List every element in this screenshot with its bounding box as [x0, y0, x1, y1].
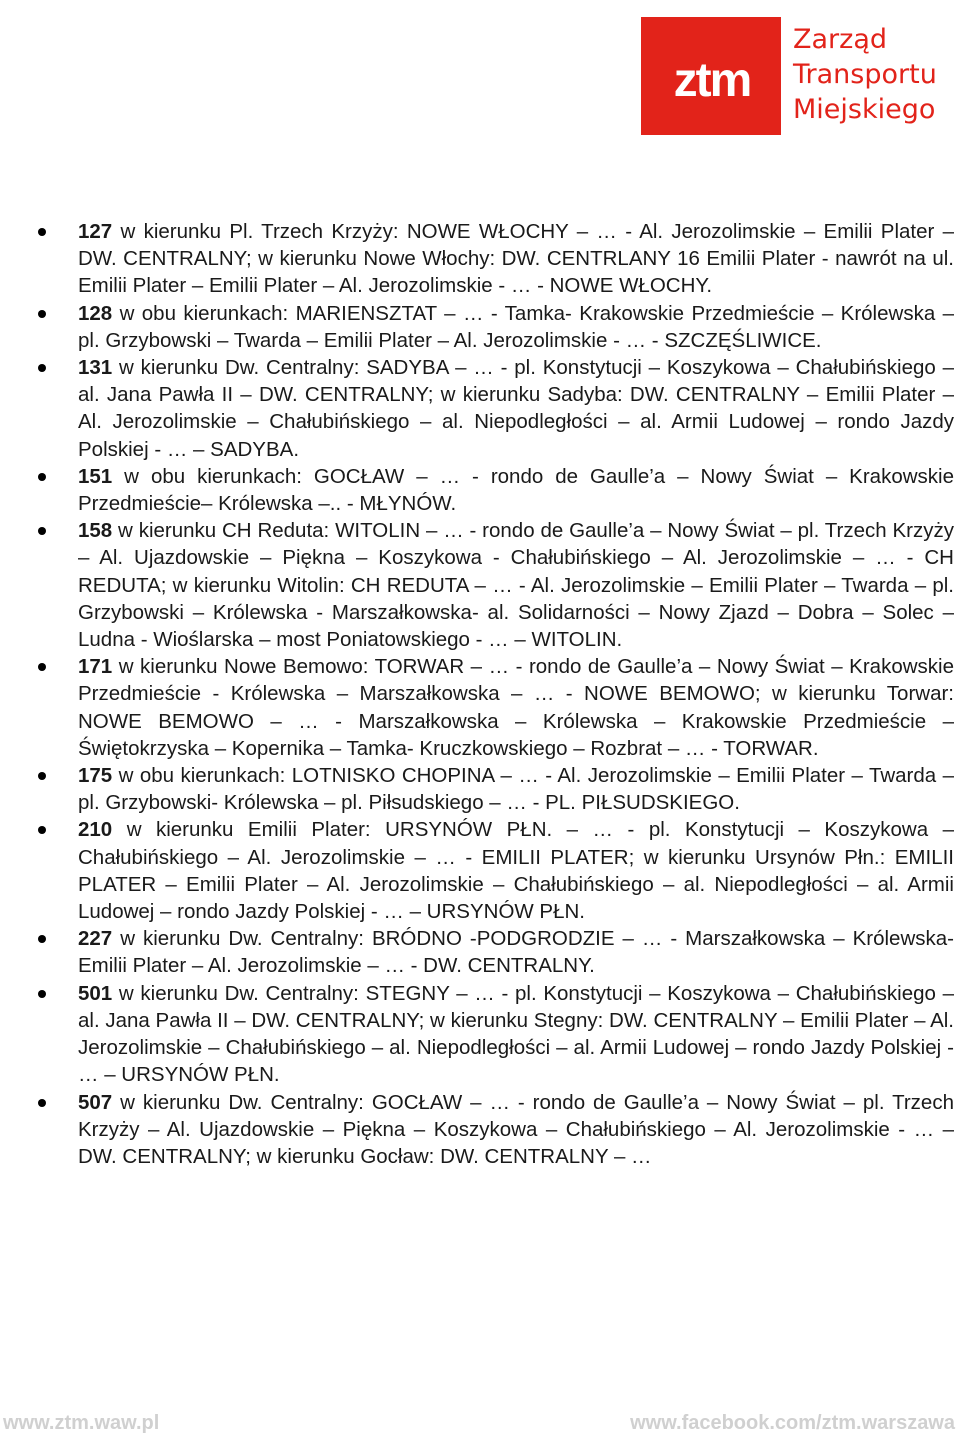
route-item	[0, 1089, 960, 1171]
ztm-logo-wordmark	[793, 22, 937, 127]
route-description: w obu kierunkach: LOTNISKO CHOPINA – … - Al. Jerozolimskie – Emilii Plater – Twarda – pl. Grzybowski- Królewska – pl. Piłsudskiego – … - PL. PIŁSUDSKIEGO.	[78, 764, 954, 815]
route-number: 227	[78, 927, 113, 951]
route-description: w kierunku Pl. Trzech Krzyży: NOWE WŁOCHY – … - Al. Jerozolimskie – Emilii Plater – DW. CENTRALNY; w kierunku Nowe Włochy: DW. CENTRLANY 16 Emilii Plater - nawrót na ul. Emilii Plater – Emilii Plater – Al. Jerozolimskie - … - NOWE WŁOCHY.	[78, 220, 954, 298]
route-number: 210	[78, 818, 113, 842]
route-number: 171	[78, 655, 113, 679]
logo-line-3: Miejskiego	[793, 94, 936, 125]
route-description: w kierunku CH Reduta: WITOLIN – … - rondo de Gaulle’a – Nowy Świat – pl. Trzech Krzyży – Al. Ujazdowskie – Piękna – Koszykowa - Chałubińskiego – Al. Jerozolimskie – … - CH REDUTA; w kierunku Witolin: CH REDUTA – … - Al. Jerozolimskie – Emilii Plater – Twarda – pl. Grzybowski – Królewska - Marszałkowska- al. Solidarności – Nowy Zjazd – Dobra – Solec – Ludna - Wioślarska – most Poniatowskiego - … – WITOLIN.	[78, 519, 954, 652]
website-link[interactable]: www.ztm.waw.pl	[3, 1412, 160, 1434]
route-item	[0, 354, 960, 463]
route-number: 151	[78, 464, 113, 488]
route-item	[0, 653, 960, 762]
route-number: 128	[78, 301, 113, 325]
route-number: 131	[78, 356, 113, 380]
ztm-logo-mark	[641, 17, 781, 135]
route-description: w kierunku Emilii Plater: URSYNÓW PŁN. – … - pl. Konstytucji – Koszykowa – Chałubińskiego – Al. Jerozolimskie – … - EMILII PLATER; w kierunku Ursynów Płn.: EMILII PLATER – Emilii Plater – Al. Jerozolimskie – Chałubińskiego – al. Niepodległości – al. Armii Ludowej – rondo Jazdy Polskiej - … – URSYNÓW PŁN.	[78, 818, 954, 924]
route-description: w obu kierunkach: MARIENSZTAT – … - Tamka- Krakowskie Przedmieście – Królewska – pl. Grzybowski – Twarda – Emilii Plater – Al. Jerozolimskie - … - SZCZĘŚLIWICE.	[78, 301, 954, 352]
logo-line-2: Transportu	[793, 59, 937, 90]
route-item	[0, 218, 960, 300]
route-description: w kierunku Nowe Bemowo: TORWAR – … - rondo de Gaulle’a – Nowy Świat – Krakowskie Przedmieście - Królewska – Marszałkowska – … - NOWE BEMOWO; w kierunku Torwar: NOWE BEMOWO – … - Marszałkowska – Królewska – Krakowskie Przedmieście – Świętokrzyska – Kopernika – Tamka- Kruczkowskiego – Rozbrat – … - TORWAR.	[78, 655, 954, 760]
route-item	[0, 980, 960, 1089]
ztm-logo-mark-text: ztm	[673, 54, 751, 107]
page-footer	[0, 1412, 960, 1440]
logo-line-1: Zarząd	[793, 24, 887, 55]
route-item	[0, 816, 960, 925]
route-number: 175	[78, 764, 113, 788]
route-number: 127	[78, 220, 113, 243]
route-item	[0, 300, 960, 354]
facebook-link[interactable]: www.facebook.com/ztm.warszawa	[630, 1412, 955, 1434]
route-description: w kierunku Dw. Centralny: BRÓDNO -PODGRODZIE – … - Marszałkowska – Królewska- Emilii Plater – Al. Jerozolimskie – … - DW. CENTRALNY.	[78, 927, 954, 978]
route-description: w obu kierunkach: GOCŁAW – … - rondo de Gaulle’a – Nowy Świat – Krakowskie Przedmieście– Królewska –.. - MŁYNÓW.	[78, 464, 954, 516]
route-number: 507	[78, 1090, 113, 1114]
route-list-section	[0, 218, 960, 1170]
route-description: w kierunku Dw. Centralny: STEGNY – … - pl. Konstytucji – Koszykowa – Chałubińskiego – al. Jana Pawła II – DW. CENTRALNY; w kierunku Stegny: DW. CENTRALNY – Emilii Plater – Al. Jerozolimskie – Chałubińskiego – al. Niepodległości – al. Armii Ludowej – rondo Jazdy Polskiej - … – URSYNÓW PŁN.	[78, 981, 954, 1087]
route-number: 158	[78, 519, 113, 543]
route-item	[0, 463, 960, 517]
route-number: 501	[78, 981, 113, 1005]
route-description: w kierunku Dw. Centralny: SADYBA – … - pl. Konstytucji – Koszykowa – Chałubińskiego – al. Jana Pawła II – DW. CENTRALNY; w kierunku Sadyba: DW. CENTRALNY – Emilii Plater – Al. Jerozolimskie – Chałubińskiego – al. Niepodległości – al. Armii Ludowej – rondo Jazdy Polskiej - … – SADYBA.	[78, 356, 954, 461]
route-item	[0, 925, 960, 979]
route-item	[0, 762, 960, 816]
route-list	[0, 218, 960, 1170]
route-item	[0, 517, 960, 653]
ztm-logo	[641, 8, 960, 136]
route-description: w kierunku Dw. Centralny: GOCŁAW – … - rondo de Gaulle’a – Nowy Świat – pl. Trzech Krzyży – Al. Ujazdowskie – Piękna – Koszykowa – Chałubińskiego – Al. Jerozolimskie - … – DW. CENTRALNY; w kierunku Gocław: DW. CENTRALNY – …	[78, 1090, 954, 1168]
